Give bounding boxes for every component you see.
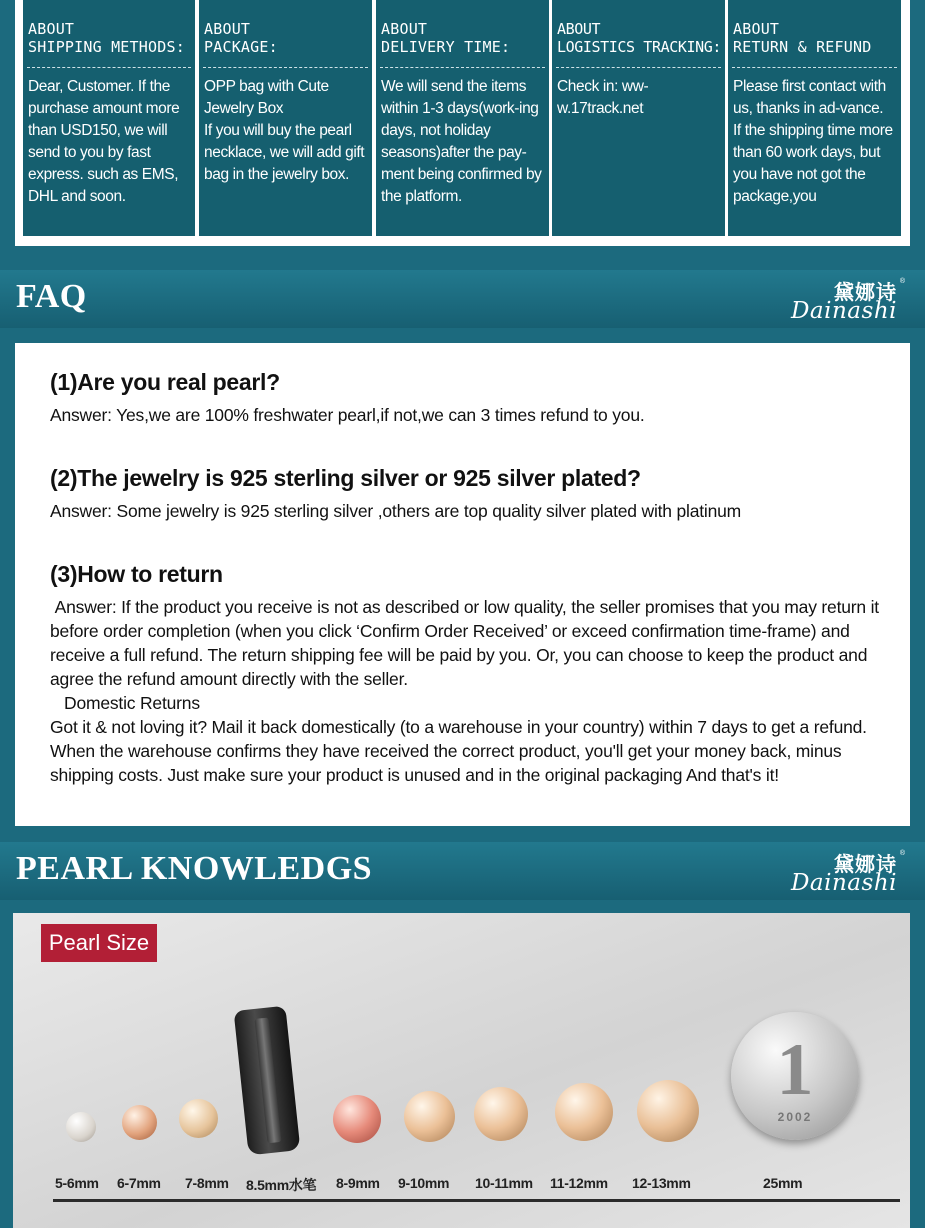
info-column-refund	[728, 0, 901, 236]
faq-answer: Answer: Yes,we are 100% freshwater pearl,if not,we can 3 times refund to you.	[50, 405, 645, 425]
section-title: PEARL KNOWLEDGS	[16, 850, 373, 887]
divider	[556, 67, 721, 68]
info-body: We will send the items within 1-3 days(work-ing days, not holiday seasons)after the pay-ment being confirmed by the platform.	[381, 78, 542, 205]
info-heading: ABOUT SHIPPING METHODS:	[28, 20, 185, 56]
pearl-6-7mm	[122, 1105, 157, 1140]
coin-year: 2002	[777, 1110, 813, 1124]
brand-name-cn: 黛娜诗	[834, 854, 897, 876]
faq-question: (1)Are you real pearl?	[50, 369, 280, 395]
brand-logo	[782, 276, 905, 324]
pearl-7-8mm	[179, 1099, 218, 1138]
faq-answer-return	[50, 595, 885, 787]
info-heading: ABOUT DELIVERY TIME:	[381, 20, 511, 56]
size-label: 12-13mm	[632, 1175, 691, 1191]
info-body: Please first contact with us, thanks in ad-vance. If the shipping time more than 60 work days, but you have not got the package,you	[733, 78, 893, 205]
size-label: 9-10mm	[398, 1175, 450, 1191]
divider	[380, 67, 545, 68]
pen-reference	[234, 1006, 301, 1156]
divider	[732, 67, 897, 68]
info-heading: ABOUT LOGISTICS TRACKING:	[557, 20, 721, 56]
answer-paragraph: Answer: If the product you receive is not as described or low quality, the seller promises that you may return it before order completion (when you click ‘Confirm Order Received’ or exceed confirmation time-frame) and receive a full refund. The return shipping fee will be paid by you. Or, you can choose to keep the product and agree the refund amount directly with the seller.	[50, 597, 884, 689]
info-heading: ABOUT RETURN & REFUND	[733, 20, 872, 56]
pearl-10-11mm	[474, 1087, 528, 1141]
shipping-info-strip	[15, 0, 910, 246]
brand-name-en: Dainashi	[790, 870, 897, 896]
info-heading: ABOUT PACKAGE:	[204, 20, 278, 56]
registered-mark: ®	[899, 278, 905, 285]
size-label: 5-6mm	[55, 1175, 99, 1191]
brand-name-cn: 黛娜诗	[834, 282, 897, 304]
coin-value: 1	[776, 1029, 814, 1111]
faq-answer: Answer: Some jewelry is 925 sterling silver ,others are top quality silver plated with platinum	[50, 501, 742, 521]
domestic-returns-heading: Domestic Returns	[50, 693, 200, 713]
info-body: Check in: ww-w.17track.net	[557, 78, 649, 117]
faq-question: (3)How to return	[50, 561, 223, 587]
pen-clip	[254, 1018, 281, 1144]
baseline-divider	[53, 1199, 900, 1202]
info-column-shipping	[23, 0, 195, 236]
info-column-tracking	[552, 0, 725, 236]
faq-panel	[15, 343, 910, 826]
size-label: 11-12mm	[550, 1175, 608, 1191]
size-label: 25mm	[763, 1175, 803, 1191]
pearl-9-10mm	[404, 1091, 455, 1142]
pearl-size-image	[13, 913, 910, 1228]
pearl-banner	[0, 842, 925, 900]
pearl-8-9mm	[333, 1095, 381, 1143]
size-label: 10-11mm	[475, 1175, 533, 1191]
size-label: 6-7mm	[117, 1175, 161, 1191]
size-label: 8-9mm	[336, 1175, 380, 1191]
size-label: 8.5mm水笔	[246, 1177, 317, 1193]
info-column-package	[199, 0, 372, 236]
info-body: OPP bag with Cute Jewelry Box If you will buy the pearl necklace, we will add gift bag in the jewelry box.	[204, 78, 365, 183]
registered-mark: ®	[899, 850, 905, 857]
info-body: Dear, Customer. If the purchase amount more than USD150, we will send to you by fast express. such as EMS, DHL and soon.	[28, 78, 180, 205]
info-column-delivery	[376, 0, 549, 236]
divider	[27, 67, 191, 68]
brand-logo	[782, 848, 905, 896]
pearl-12-13mm	[637, 1080, 699, 1142]
size-label: 7-8mm	[185, 1175, 229, 1191]
answer-paragraph: Got it & not loving it? Mail it back domestically (to a warehouse in your country) within 7 days to get a refund. When the warehouse confirms they have received the correct product, you'll get your money back, minus shipping costs. Just make sure your product is unused and in the original packaging And that's it!	[50, 717, 867, 785]
pearl-5-6mm	[66, 1112, 96, 1142]
coin-reference	[731, 1012, 859, 1140]
divider	[203, 67, 368, 68]
pearl-size-tag: Pearl Size	[41, 924, 157, 962]
faq-question: (2)The jewelry is 925 sterling silver or 925 silver plated?	[50, 465, 641, 491]
brand-name-en: Dainashi	[790, 298, 897, 324]
faq-banner	[0, 270, 925, 328]
pearl-11-12mm	[555, 1083, 613, 1141]
section-title: FAQ	[16, 278, 87, 315]
